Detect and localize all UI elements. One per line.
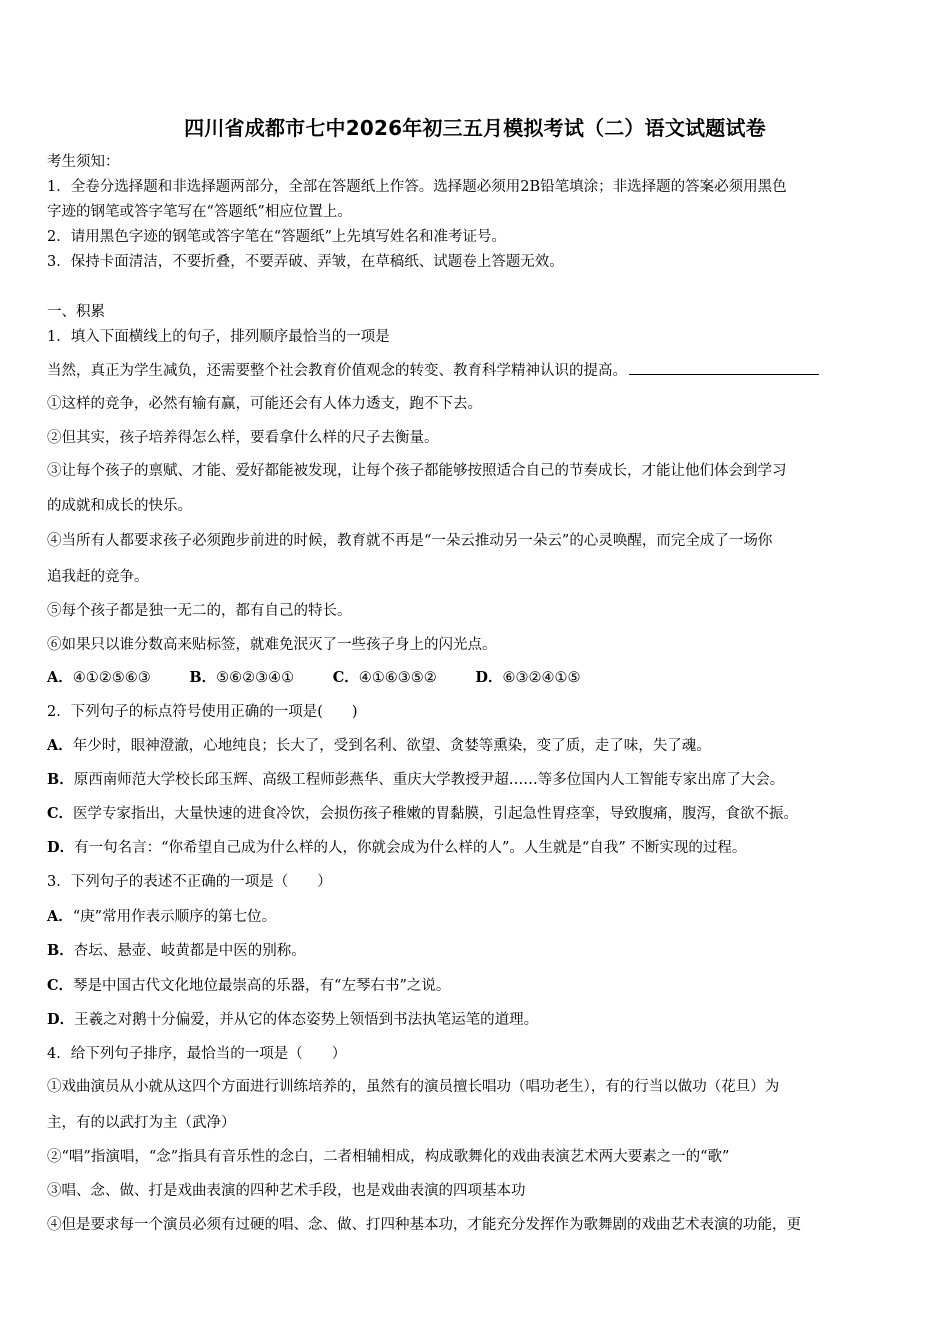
question-2-stem: 2．下列句子的标点符号使用正确的一项是( ) [47,704,358,720]
option-d[interactable]: D．有一句名言：“你希望自己成为什么样的人，你就会成为什么样的人”。人生就是“自我” 不断实现的过程。 [47,839,747,856]
sentence-4-cont: 追我赶的竞争。 [47,569,149,585]
sentence-2: ②“唱”指演唱，“念”指具有音乐性的念白，二者相辅相成，构成歌舞化的戏曲表演艺术两大要素之一的“歌” [47,1149,730,1165]
option-a[interactable]: A．年少时，眼神澄澈，心地纯良；长大了，受到名利、欲望、贪婪等熏染，变了质，走了味，失了魂。 [47,737,711,754]
option-c[interactable]: C．医学专家指出，大量快速的进食冷饮，会损伤孩子稚嫩的胃黏膜，引起急性胃痉挛，导致腹痛，腹泻，食欲不振。 [47,805,799,822]
sentence-3: ③唱、念、做、打是戏曲表演的四种艺术手段，也是戏曲表演的四项基本功 [47,1183,526,1199]
notice-item: 2．请用黑色字迹的钢笔或答字笔在“答题纸”上先填写姓名和准考证号。 [47,229,507,245]
notice-item: 3．保持卡面清洁，不要折叠，不要弄破、弄皱，在草稿纸、试题卷上答题无效。 [47,254,564,270]
option-b[interactable]: B．杏坛、悬壶、岐黄都是中医的别称。 [47,942,306,959]
option-c[interactable]: C．④①⑥③⑤② [332,669,437,686]
option-a[interactable]: A．“庚”常用作表示顺序的第七位。 [47,908,277,925]
notice-item: 字迹的钢笔或答字笔写在“答题纸”相应位置上。 [47,204,352,220]
question-1-lead [47,360,910,381]
sentence-6: ⑥如果只以谁分数高来贴标签，就难免泯灭了一些孩子身上的闪光点。 [47,637,497,653]
sentence-3-cont: 的成就和成长的快乐。 [47,498,192,514]
option-b[interactable]: B．原西南师范大学校长邱玉辉、高级工程师彭燕华、重庆大学教授尹超……等多位国内人工智能专家出席了大会。 [47,771,785,788]
question-4-stem: 4．给下列句子排序，最恰当的一项是（ ） [47,1046,347,1062]
option-d[interactable]: D．⑥③②④①⑤ [475,669,581,686]
option-c[interactable]: C．琴是中国古代文化地位最崇高的乐器，有“左琴右书”之说。 [47,977,451,994]
sentence-2: ②但其实，孩子培养得怎么样，要看拿什么样的尺子去衡量。 [47,430,439,446]
sentence-1-cont: 主，有的以武打为主（武净） [47,1115,236,1131]
page-title: 四川省成都市七中2026年初三五月模拟考试（二）语文试题试卷 [184,116,766,140]
notice-item: 1．全卷分选择题和非选择题两部分，全部在答题纸上作答。选择题必须用2B铅笔填涂；非选择题的答案必须用黑色 [47,179,787,195]
notice-heading: 考生须知： [47,154,120,170]
option-b[interactable]: B．⑤⑥②③④① [189,669,295,686]
sentence-1: ①戏曲演员从小就从这四个方面进行训练培养的，虽然有的演员擅长唱功（唱功老生），有的行当以做功（花旦）为 [47,1079,780,1095]
sentence-4: ④当所有人都要求孩子必须跑步前进的时候，教育就不再是“一朵云推动另一朵云”的心灵唤醒，而完全成了一场你 [47,533,773,549]
option-a[interactable]: A．④①②⑤⑥③ [47,669,151,686]
section-heading: 一、积累 [47,304,105,320]
answer-blank [629,360,819,375]
question-1-options [47,668,910,688]
question-1-lead-text: 当然，真正为学生减负，还需要整个社会教育价值观念的转变、教育科学精神认识的提高。 [47,363,627,379]
question-1-stem: 1．填入下面横线上的句子，排列顺序最恰当的一项是 [47,329,390,345]
question-3-stem: 3．下列句子的表述不正确的一项是（ ） [47,874,332,890]
sentence-4: ④但是要求每一个演员必须有过硬的唱、念、做、打四种基本功，才能充分发挥作为歌舞剧的戏曲艺术表演的功能，更 [47,1217,801,1233]
sentence-3: ③让每个孩子的禀赋、才能、爱好都能被发现，让每个孩子都能够按照适合自己的节奏成长，才能让他们体会到学习 [47,463,787,479]
sentence-5: ⑤每个孩子都是独一无二的，都有自己的特长。 [47,603,352,619]
option-d[interactable]: D．王羲之对鹅十分偏爱，并从它的体态姿势上领悟到书法执笔运笔的道理。 [47,1011,539,1028]
sentence-1: ①这样的竞争，必然有输有赢，可能还会有人体力透支，跑不下去。 [47,396,482,412]
